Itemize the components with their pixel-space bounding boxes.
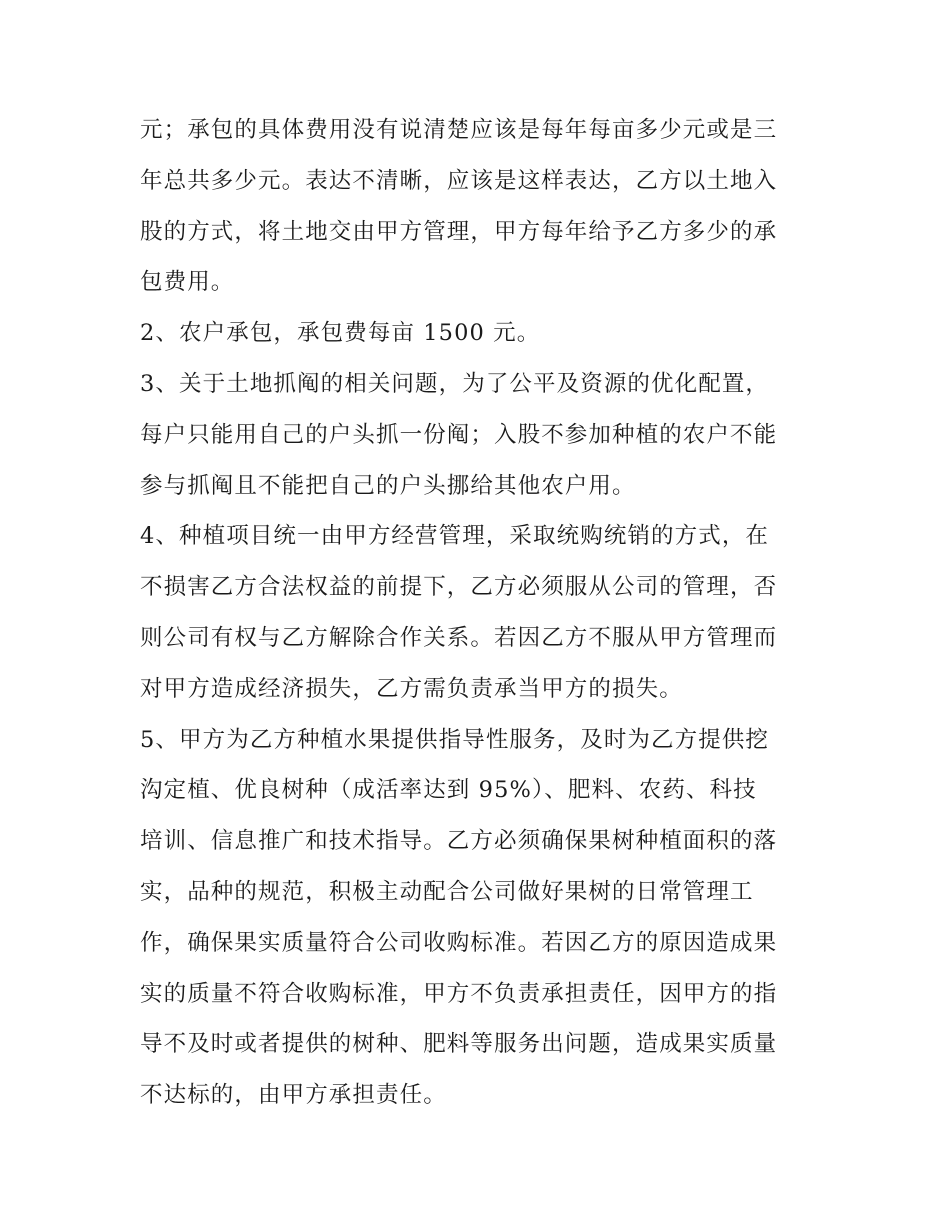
text-line: 每户只能用自己的户头抓一份阄；入股不参加种植的农户不能: [140, 421, 778, 448]
text-line: 不达标的，由甲方承担责任。: [140, 1082, 447, 1109]
text-line: 3、关于土地抓阄的相关问题，为了公平及资源的优化配置，: [140, 370, 770, 397]
document-body: [140, 105, 812, 1121]
text-line: 元；承包的具体费用没有说清楚应该是每年每亩多少元或是三: [140, 117, 778, 143]
text-line: 作，确保果实质量符合公司收购标准。若因乙方的原因造成果: [140, 929, 778, 956]
text-line: 则公司有权与乙方解除合作关系。若因乙方不服从甲方管理而: [140, 624, 778, 651]
text-line: 实的质量不符合收购标准，甲方不负责承担责任，因甲方的指: [140, 980, 778, 1007]
text-line: 年总共多少元。表达不清晰，应该是这样表达，乙方以土地入: [140, 167, 778, 194]
text-line: 沟定植、优良树种（成活率达到 95%）、肥料、农药、科技: [140, 777, 757, 804]
text-line: 参与抓阄且不能把自己的户头挪给其他农户用。: [140, 472, 636, 499]
text-line: 导不及时或者提供的树种、肥料等服务出问题，造成果实质量: [140, 1031, 778, 1058]
text-line: 股的方式，将土地交由甲方管理，甲方每年给予乙方多少的承: [140, 218, 778, 245]
text-line: 培训、信息推广和技术指导。乙方必须确保果树种植面积的落: [140, 828, 778, 855]
text-line: 不损害乙方合法权益的前提下，乙方必须服从公司的管理，否: [140, 574, 778, 601]
text-line: 4、种植项目统一由甲方经营管理，采取统购统销的方式，在: [140, 523, 770, 550]
text-line: 2、农户承包，承包费每亩 1500 元。: [140, 320, 541, 347]
text-line: 对甲方造成经济损失，乙方需负责承当甲方的损失。: [140, 675, 683, 702]
text-line: 实，品种的规范，积极主动配合公司做好果树的日常管理工: [140, 878, 754, 905]
text-line: 包费用。: [140, 269, 235, 296]
text-line: 5、甲方为乙方种植水果提供指导性服务，及时为乙方提供挖: [140, 726, 770, 753]
